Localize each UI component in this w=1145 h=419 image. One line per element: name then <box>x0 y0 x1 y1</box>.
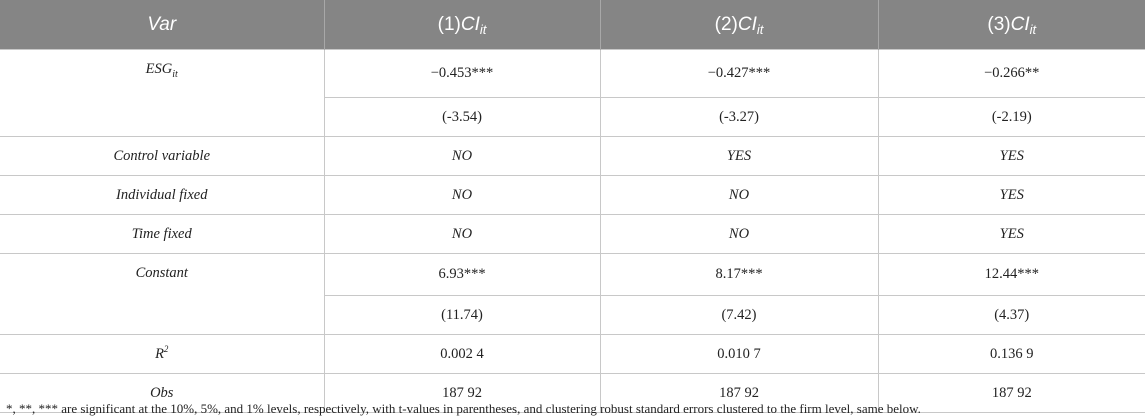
row-label-individual: Individual fixed <box>0 176 324 215</box>
header-col-3-prefix: (3) <box>987 13 1011 35</box>
header-col-3 <box>878 0 1145 50</box>
header-col-1 <box>324 0 600 50</box>
table-row-r2 <box>0 335 1145 374</box>
r2-label-text: R <box>155 345 164 362</box>
cell-obs-2: 187 92 <box>600 374 878 413</box>
table-row-time <box>0 215 1145 254</box>
cell-control-1: NO <box>324 137 600 176</box>
row-label-control: Control variable <box>0 137 324 176</box>
cell-control-2: YES <box>600 137 878 176</box>
cell-esg-coef-2: −0.427*** <box>600 50 878 98</box>
cell-esg-coef-3: −0.266** <box>878 50 1145 98</box>
row-label-r2 <box>0 335 324 374</box>
header-col-1-sub: it <box>479 21 487 37</box>
cell-individual-1: NO <box>324 176 600 215</box>
header-col-2-prefix: (2) <box>714 13 738 35</box>
esg-label-sub: it <box>172 69 178 80</box>
cell-esg-coef-1: −0.453*** <box>324 50 600 98</box>
header-col-3-sub: it <box>1029 21 1037 37</box>
cell-constant-t-2: (7.42) <box>600 296 878 335</box>
cell-time-3: YES <box>878 215 1145 254</box>
row-label-constant: Constant <box>0 254 324 335</box>
header-var: Var <box>0 0 324 50</box>
cell-control-3: YES <box>878 137 1145 176</box>
cell-time-1: NO <box>324 215 600 254</box>
header-col-1-prefix: (1) <box>437 13 461 35</box>
cell-esg-t-2: (-3.27) <box>600 98 878 137</box>
cell-r2-3: 0.136 9 <box>878 335 1145 374</box>
r2-label-sup: 2 <box>163 343 169 354</box>
table-footnote: *, **, *** are significant at the 10%, 5%, and 1% levels, respectively, with t-values in parentheses, and clustering robust standard errors clustered to the firm level, same below. <box>6 401 921 416</box>
cell-r2-2: 0.010 7 <box>600 335 878 374</box>
header-col-2-sub: it <box>756 21 764 37</box>
header-col-2-var: CI <box>737 13 757 35</box>
cell-constant-coef-3: 12.44*** <box>878 254 1145 296</box>
cell-esg-t-1: (-3.54) <box>324 98 600 137</box>
cell-individual-2: NO <box>600 176 878 215</box>
table-row-control <box>0 137 1145 176</box>
cell-constant-coef-1: 6.93*** <box>324 254 600 296</box>
table-row-esg <box>0 50 1145 98</box>
cell-obs-1: 187 92 <box>324 374 600 413</box>
header-col-1-var: CI <box>460 13 480 35</box>
cell-constant-t-3: (4.37) <box>878 296 1145 335</box>
cell-r2-1: 0.002 4 <box>324 335 600 374</box>
esg-label-text: ESG <box>145 61 173 77</box>
cell-individual-3: YES <box>878 176 1145 215</box>
table-row-constant <box>0 254 1145 296</box>
cell-obs-3: 187 92 <box>878 374 1145 413</box>
cell-esg-t-3: (-2.19) <box>878 98 1145 137</box>
header-row <box>0 0 1145 50</box>
header-col-3-var: CI <box>1010 13 1030 35</box>
table-row-individual <box>0 176 1145 215</box>
cell-time-2: NO <box>600 215 878 254</box>
row-label-obs: Obs <box>0 374 324 413</box>
cell-constant-coef-2: 8.17*** <box>600 254 878 296</box>
row-label-time: Time fixed <box>0 215 324 254</box>
header-col-2 <box>600 0 878 50</box>
cell-constant-t-1: (11.74) <box>324 296 600 335</box>
row-label-esg <box>0 50 324 137</box>
